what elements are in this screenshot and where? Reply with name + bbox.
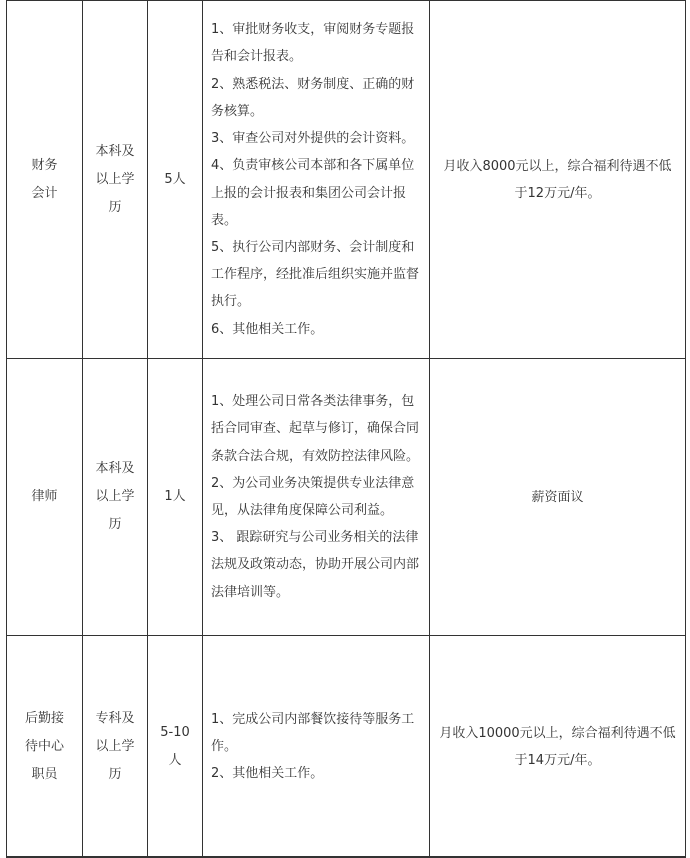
position-name-cell bbox=[7, 1, 83, 359]
education-line: 历 bbox=[108, 199, 122, 215]
duty-item: 3、审查公司对外提供的会计资料。 bbox=[211, 131, 415, 147]
job-table bbox=[6, 0, 686, 858]
duty-item: 2、其他相关工作。 bbox=[211, 766, 324, 782]
position-name-cell bbox=[7, 636, 83, 858]
position-name-line: 会计 bbox=[31, 185, 58, 201]
education-cell bbox=[83, 359, 148, 636]
duty-item: 2、为公司业务决策提供专业法律意见，从法律角度保障公司利益。 bbox=[211, 475, 415, 518]
duties-cell bbox=[203, 636, 430, 858]
duty-item: 2、熟悉税法、财务制度、正确的财务核算。 bbox=[211, 76, 415, 119]
duty-item: 1、完成公司内部餐饮接待等服务工作。 bbox=[211, 711, 415, 754]
headcount-line: 5人 bbox=[164, 171, 186, 187]
pay-cell: 月收入8000元以上，综合福利待遇不低于12万元/年。 bbox=[430, 1, 686, 359]
table-row bbox=[7, 359, 686, 636]
table-row bbox=[7, 636, 686, 858]
education-line: 本科及 bbox=[95, 143, 135, 159]
education-line: 历 bbox=[108, 517, 122, 532]
education-cell bbox=[83, 636, 148, 858]
education-line: 以上学 bbox=[95, 171, 135, 187]
duty-item: 1、审批财务收支，审阅财务专题报告和会计报表。 bbox=[211, 22, 415, 65]
headcount-line: 人 bbox=[168, 752, 182, 768]
pay-cell: 月收入10000元以上，综合福利待遇不低于14万元/年。 bbox=[430, 636, 686, 858]
headcount-cell bbox=[148, 359, 203, 636]
position-name-line: 后勤接 bbox=[24, 710, 64, 726]
headcount-line: 5-10 bbox=[160, 724, 190, 740]
position-name-line: 财务 bbox=[31, 157, 58, 173]
duty-item: 3、 跟踪研究与公司业务相关的法律法规及政策动态，协助开展公司内部法律培训等。 bbox=[211, 530, 420, 600]
pay-cell: 薪资面议 bbox=[430, 359, 686, 636]
duty-item: 6、其他相关工作。 bbox=[211, 321, 324, 337]
duties-cell bbox=[203, 359, 430, 636]
education-cell bbox=[83, 1, 148, 359]
duty-item: 1、处理公司日常各类法律事务，包括合同审查、起草与修订，确保合同条款合法合规，有效防控法律风险。 bbox=[211, 394, 420, 464]
education-line: 历 bbox=[108, 766, 122, 782]
duties-cell bbox=[203, 1, 430, 359]
education-line: 以上学 bbox=[95, 489, 135, 504]
position-name-line: 职员 bbox=[31, 766, 58, 782]
position-name-line: 待中心 bbox=[24, 738, 64, 754]
education-line: 专科及 bbox=[95, 710, 135, 726]
duty-item: 5、执行公司内部财务、会计制度和工作程序，经批准后组织实施并监督执行。 bbox=[211, 239, 420, 310]
education-line: 本科及 bbox=[95, 461, 135, 476]
headcount-cell bbox=[148, 1, 203, 359]
education-line: 以上学 bbox=[95, 738, 135, 754]
headcount-line: 1人 bbox=[164, 489, 186, 504]
duty-item: 4、负责审核公司本部和各下属单位上报的会计报表和集团公司会计报表。 bbox=[211, 158, 415, 228]
table-row bbox=[7, 1, 686, 359]
position-name-line: 律师 bbox=[31, 489, 58, 504]
headcount-cell bbox=[148, 636, 203, 858]
position-name-cell bbox=[7, 359, 83, 636]
